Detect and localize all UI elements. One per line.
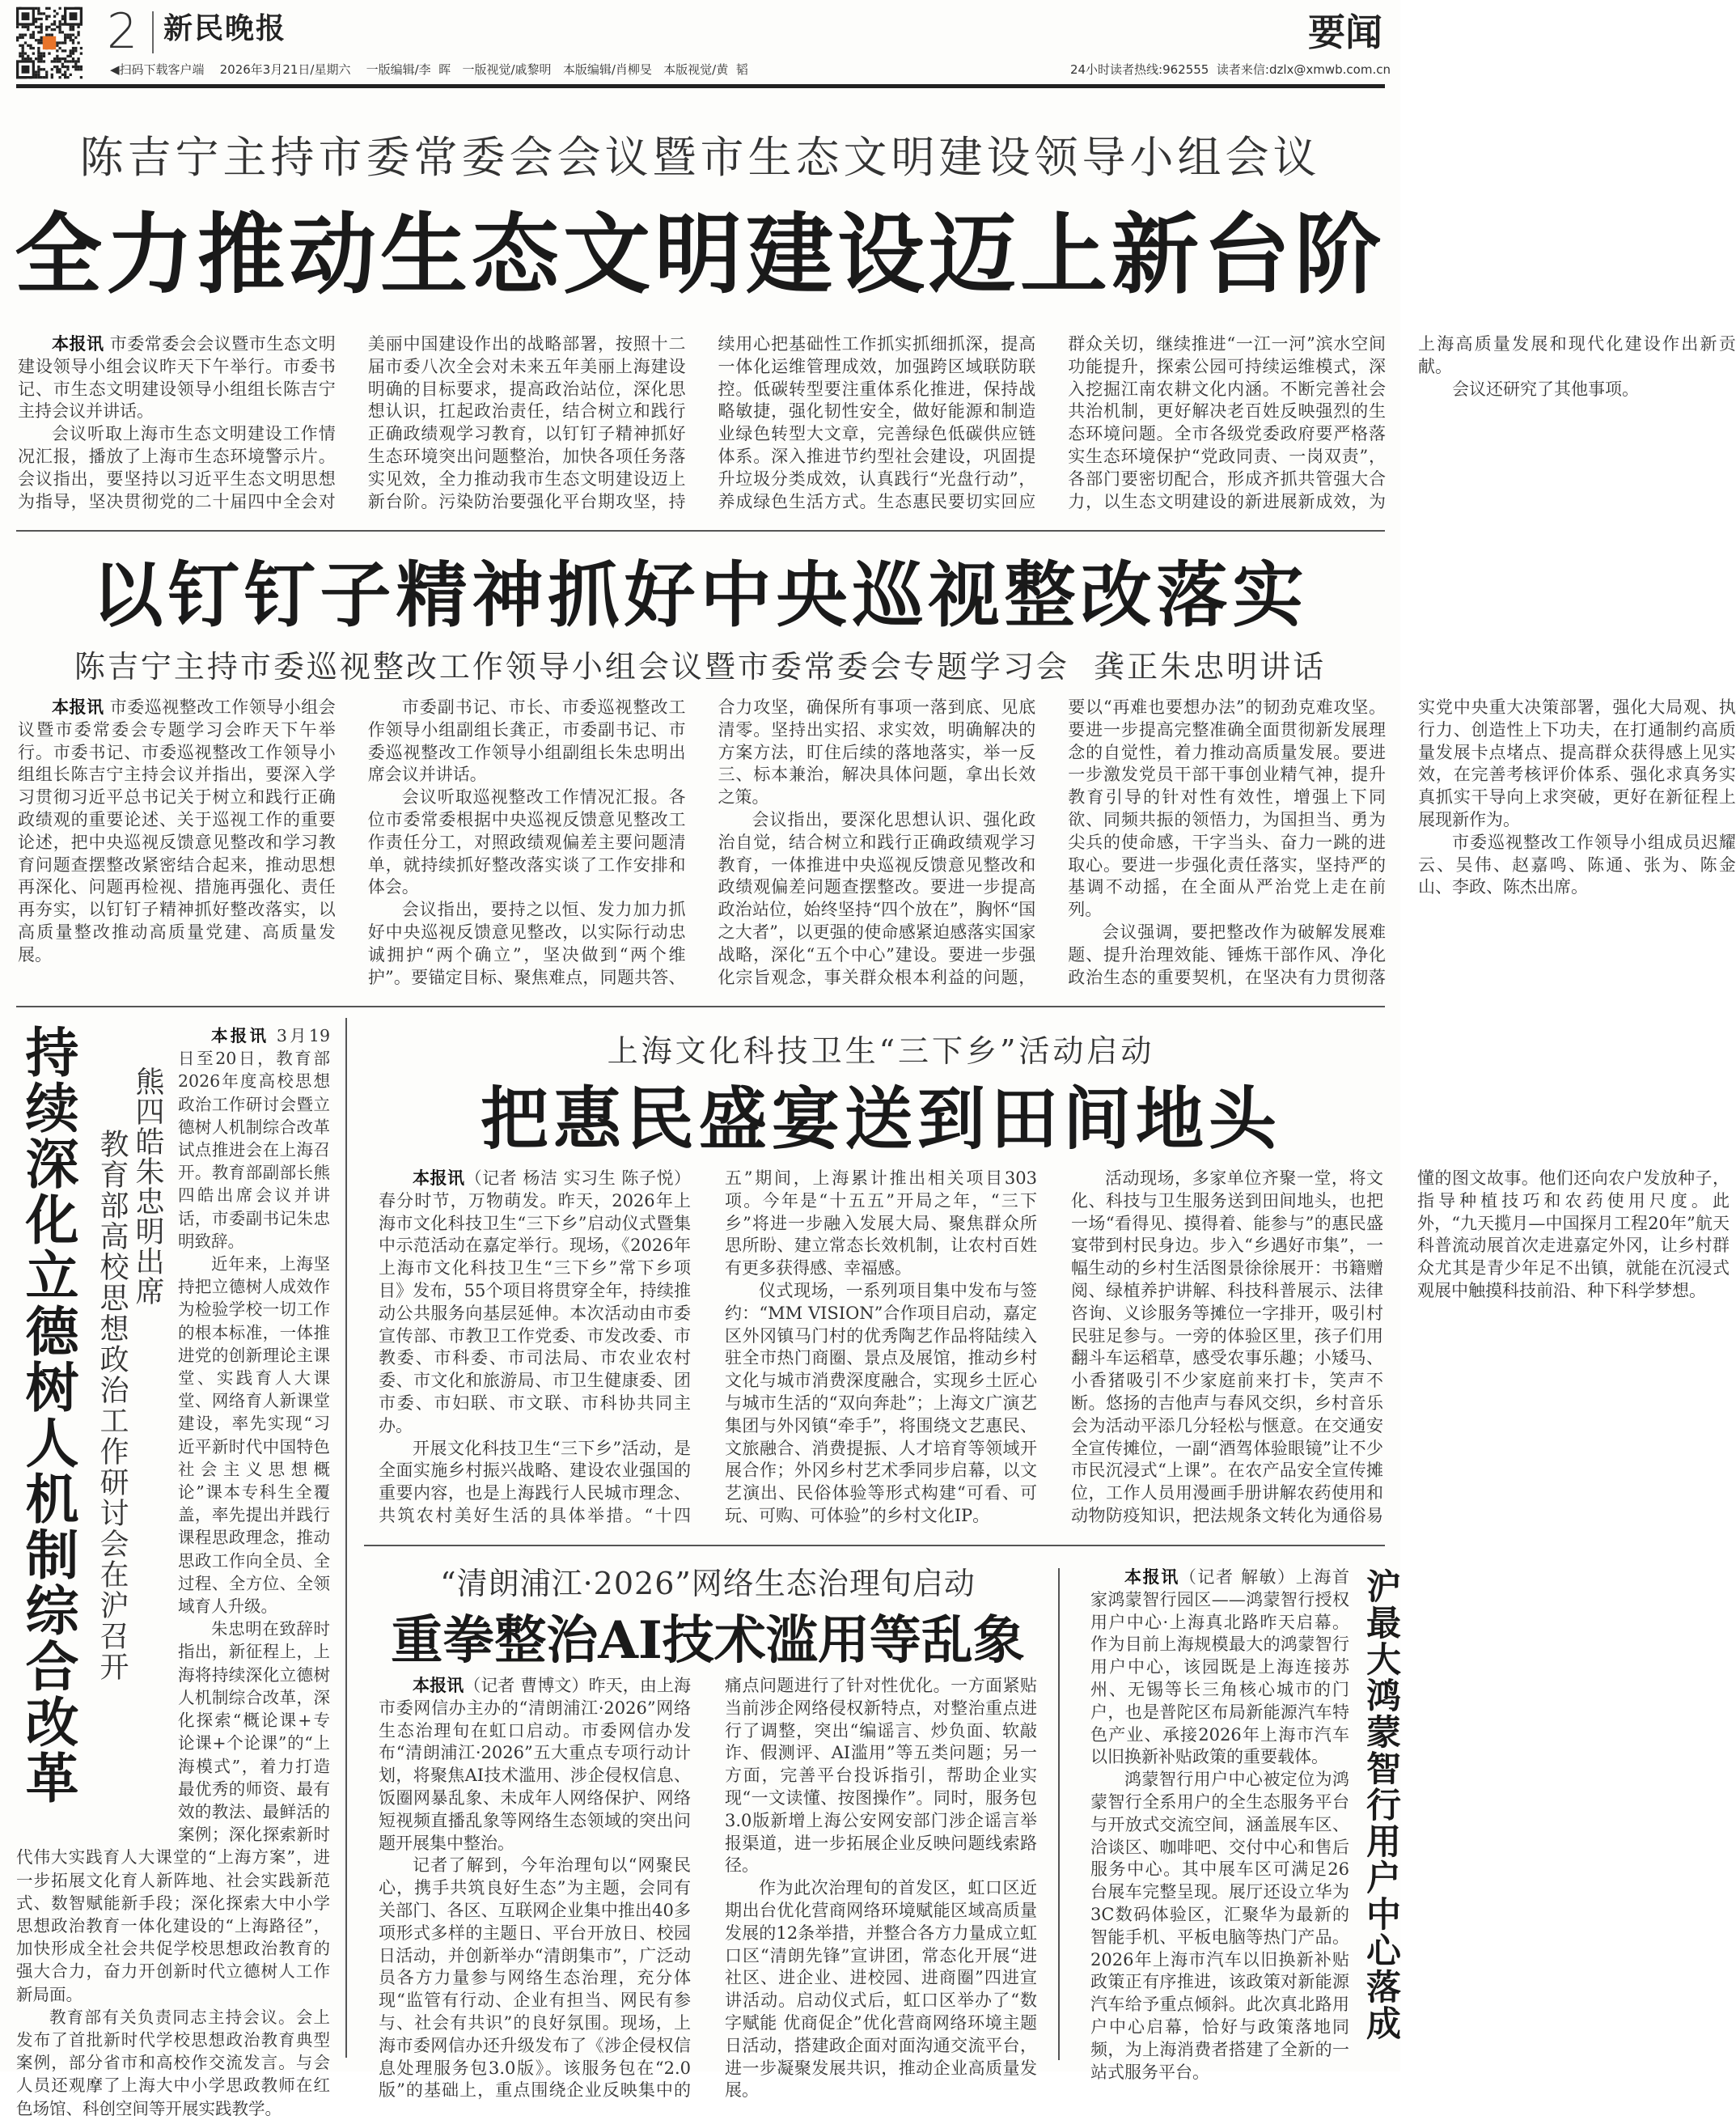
qr-module [37, 26, 40, 28]
qr-module [35, 7, 37, 10]
qr-module [16, 39, 19, 41]
qr-module [53, 66, 56, 68]
qr-module [66, 60, 69, 62]
qr-module [66, 66, 69, 68]
dateline-label: 本报讯 [1124, 1567, 1179, 1587]
byline: （记者 杨洁 实习生 陈子悦） [464, 1168, 692, 1188]
qr-module [40, 52, 43, 54]
qr-module [32, 31, 35, 33]
reader-email[interactable]: 读者来信:dzlx@xmwb.com.cn [1216, 62, 1391, 77]
qr-module [29, 34, 32, 36]
qr-module [22, 55, 24, 57]
qr-module [72, 34, 74, 36]
qr-module [56, 26, 58, 28]
qr-module [61, 23, 64, 25]
qr-module [77, 66, 79, 68]
qr-module [74, 49, 77, 52]
qr-module [48, 34, 50, 36]
qr-module [64, 74, 66, 76]
qr-module [19, 36, 21, 39]
qr-module [58, 47, 61, 49]
qr-module [40, 41, 43, 44]
qr-caption[interactable]: ◀扫码下载客户端 [110, 62, 205, 77]
paragraph [1090, 1769, 1349, 2084]
paragraph-text: 教育部有关负责同志主持会议。会上发布了首批新时代学校思想政治教育典型案例，部分省市和高校作交流发言。与会人员还观摩了上海大中小学思政教师在红色场馆、科创空间等开展实践教学。 [16, 2007, 330, 2118]
qr-module [37, 60, 40, 62]
qr-module [51, 76, 53, 78]
qr-module [24, 34, 27, 36]
qr-module [77, 60, 79, 62]
qr-module [37, 70, 40, 73]
qr-module [40, 23, 43, 25]
qr-module [56, 57, 58, 60]
article-kicker: 陈吉宁主持市委巡视整改工作领导小组会议暨市委常委会专题学习会 龚正朱忠明讲话 [74, 649, 1327, 685]
masthead-info [110, 61, 748, 78]
qr-module [32, 34, 35, 36]
qr-module [70, 52, 72, 54]
dateline-label: 本报讯 [413, 1168, 465, 1188]
masthead-rule [16, 84, 1385, 88]
editors-credit: 一版编辑/李 晖 一版视觉/戚黎明 本版编辑/肖柳旻 本版视觉/黄 韬 [366, 62, 748, 77]
qr-module [43, 55, 45, 57]
qr-module [61, 74, 64, 76]
qr-module [61, 63, 64, 66]
qr-module [37, 39, 40, 41]
qr-module [40, 39, 43, 41]
byline: （记者 曹博文） [464, 1676, 589, 1695]
qr-module [32, 52, 35, 54]
qr-module [72, 28, 74, 31]
qr-module [70, 36, 72, 39]
qr-module [35, 18, 37, 20]
qr-module [48, 15, 50, 18]
qr-module [29, 36, 32, 39]
qr-module [72, 60, 74, 62]
qr-module [72, 39, 74, 41]
paragraph-text: 开展文化科技卫生“三下乡”活动，是全面实施乡村振兴战略、建设农业强国的重要内容，也是上海践行人民城市理念、共筑农村美好生活的具体举措。“十四五”期间，上海累计推出相关项目303项。今年是“十五五”开局之年，“三下乡”将进一步融入发展大局、聚焦群众所思所盼、建立常态长效机制，让农村百姓有更多获得感、幸福感。 [379, 1168, 1037, 1525]
qr-module [77, 34, 79, 36]
qr-module [37, 31, 40, 33]
qr-module [45, 70, 48, 73]
qr-module [22, 26, 24, 28]
qr-module [29, 57, 32, 60]
qr-module [64, 41, 66, 44]
qr-module [72, 49, 74, 52]
qr-module [56, 49, 58, 52]
paragraph-text: 市委常委会会议暨市生态文明建设领导小组会议昨天下午举行。市委书记、市生态文明建设领导小组组长陈吉宁主持会议并讲话。 [18, 334, 336, 422]
qr-module [43, 76, 45, 78]
qr-module [37, 12, 40, 15]
qr-module [22, 49, 24, 52]
qr-module [58, 68, 61, 70]
qr-module [45, 74, 48, 76]
qr-module [77, 57, 79, 60]
paragraph [16, 2006, 330, 2120]
article-kicker: 上海文化科技卫生“三下乡”活动启动 [607, 1033, 1155, 1069]
qr-module [66, 36, 69, 39]
qr-module [58, 7, 61, 10]
qr-module [66, 55, 69, 57]
qr-module [61, 31, 64, 33]
article-body [1090, 1567, 1349, 2084]
paragraph-text: 3月19日至20日，教育部2026年度高校思想政治工作研讨会暨立德树人机制综合改革试点推进会在上海召开。教育部副部长熊四皓出席会议并讲话，市委副书记朱忠明致辞。 [178, 1026, 330, 1251]
qr-module [56, 12, 58, 15]
qr-module [27, 55, 29, 57]
paragraph [1090, 1567, 1349, 1769]
issue-date: 2026年3月21日/星期六 [219, 62, 351, 77]
qr-module [27, 45, 29, 47]
qr-module [64, 60, 66, 62]
article-kicker: “清朗浦江·2026”网络生态治理旬启动 [440, 1566, 976, 1601]
qr-module [32, 47, 35, 49]
article-body [16, 1024, 330, 2120]
qr-module [64, 39, 66, 41]
qr-module [66, 68, 69, 70]
paragraph [725, 1280, 1037, 1528]
paragraph [1071, 1168, 1730, 1530]
paragraph-text: 会议还研究了其他事项。 [1452, 379, 1639, 399]
reader-hotline: 24小时读者热线:962555 [1069, 62, 1209, 77]
qr-module [61, 66, 64, 68]
qr-module [70, 34, 72, 36]
qr-module [61, 57, 64, 60]
qr-module [19, 55, 21, 57]
qr-module [74, 63, 77, 66]
qr-module [40, 36, 43, 39]
qr-module [64, 49, 66, 52]
qr-module [51, 74, 53, 76]
qr-module [70, 55, 72, 57]
qr-module [40, 60, 43, 62]
paragraph [18, 333, 336, 423]
dateline-label: 本报讯 [52, 334, 104, 354]
qr-module [22, 36, 24, 39]
qr-module [35, 74, 37, 76]
qr-module [45, 7, 48, 10]
qr-module [58, 41, 61, 44]
qr-module [27, 57, 29, 60]
qr-module [40, 28, 43, 31]
qr-module [43, 60, 45, 62]
dateline-label: 本报讯 [413, 1676, 464, 1695]
qr-module [35, 26, 37, 28]
qr-finder [70, 12, 78, 20]
qr-module [77, 31, 79, 33]
qr-module [37, 68, 40, 70]
qr-module [37, 49, 40, 52]
qr-module [37, 10, 40, 12]
qr-module [53, 23, 56, 25]
qr-module [51, 60, 53, 62]
qr-module [32, 36, 35, 39]
qr-finder [22, 12, 30, 20]
qr-module [58, 28, 61, 31]
qr-module [70, 39, 72, 41]
paragraph-text: 鸿蒙智行用户中心被定位为鸿蒙智行全系用户的全生态服务平台与开放式交流空间，涵盖展车区、洽谈区、咖啡吧、交付中心和售后服务中心。其中展车区可满足26台展车完整呈现。展厅还设立华为3C数码体验区，汇聚华为最新的智能手机、平板电脑等热门产品。2026年上海市汽车以旧换新补贴政策正有序推进，该政策对新能源汽车给予重点倾斜。此次真北路用户中心启幕，恰好与政策落地同频，为上海消费者搭建了全新的一站式服务平台。 [1090, 1770, 1349, 2082]
qr-module [70, 60, 72, 62]
article-headline[interactable]: 沪最大鸿蒙智行用户中心落成 [1361, 1568, 1401, 2042]
qr-module [72, 41, 74, 44]
qr-module [56, 45, 58, 47]
qr-module [37, 74, 40, 76]
qr-module [51, 34, 53, 36]
qr-module [37, 18, 40, 20]
qr-module [51, 28, 53, 31]
qr-module [58, 76, 61, 78]
qr-module [40, 12, 43, 15]
section-rule [16, 1006, 1385, 1007]
article-kicker: 陈吉宁主持市委常委会会议暨市生态文明建设领导小组会议 [79, 132, 1321, 183]
section-rule [364, 1545, 1385, 1546]
qr-module [45, 76, 48, 78]
paragraph-text: 仪式现场，一系列项目集中发布与签约：“MM VISION”合作项目启动，嘉定区外冈镇马门村的优秀陶艺作品将陆续入驻全市热门商圈、景点及展馆，推动乡村文化与城市消费深度融合，实现乡土匠心与城市生活的“双向奔赴”；上海文广演艺集团与外冈镇“牵手”，将围绕文艺惠民、文旅融合、消费提振、人才培育等领域开展合作；外冈乡村艺术季同步启幕，以文艺演出、民俗体验等形式构建“可看、可玩、可购、可体验”的乡村文化IP。 [725, 1280, 1037, 1525]
paragraph [379, 1675, 691, 1855]
qr-module [40, 57, 43, 60]
paragraph [368, 787, 686, 899]
qr-module [64, 76, 66, 78]
paragraph-text: 上海首家鸿蒙智行园区——鸿蒙智行授权用户中心·上海真北路昨天启幕。作为目前上海规模最大的鸿蒙智行用户中心，该园既是上海连接苏州、无锡等长三角核心城市的门户，也是普陀区布局新能源汽车特色产业、承接2026年上海市汽车以旧换新补贴政策的重要载体。 [1090, 1567, 1349, 1767]
qr-module [37, 55, 40, 57]
qr-module [37, 66, 40, 68]
qr-module [53, 60, 56, 62]
paragraph [18, 697, 336, 967]
qr-module [22, 52, 24, 54]
qr-module [48, 26, 50, 28]
paragraph-text: 春分时节，万物萌发。昨天，2026年上海市文化科技卫生“三下乡”启动仪式暨集中示范活动在嘉定举行。现场，《2026年上海市文化科技卫生“三下乡”常下乡项目》发布，55个项目将贯穿全年，持续推动公共服务向基层延伸。本次活动由市委宣传部、市教卫工作党委、市发改委、市教委、市科委、市司法局、市农业农村委、市文化和旅游局、市卫生健康委、团市委、市妇联、市文联、市科协共同主办。 [379, 1190, 691, 1435]
qr-module [53, 57, 56, 60]
paragraph-text: 会议听取巡视整改工作情况汇报。各位市委常委根据中央巡视反馈意见整改工作责任分工，对照政绩观偏差主要问题清单，就持续抓好整改落实谈了工作安排和体会。 [367, 787, 686, 897]
qr-module [48, 7, 50, 10]
qr-module [64, 36, 66, 39]
qr-module [40, 18, 43, 20]
qr-module [40, 68, 43, 70]
qr-module [58, 60, 61, 62]
qr-module [77, 26, 79, 28]
qr-module [72, 66, 74, 68]
paragraph-text: 昨天，由上海市委网信办主办的“清朗浦江·2026”网络生态治理旬在虹口启动。市委网信办发布“清朗浦江·2026”五大重点专项行动计划，将聚焦AI技术滥用、涉企侵权信息、饭圈网暴乱象、未成年人网络保护、网络短视频直播乱象等网络生态领域的突出问题开展集中整治。 [379, 1676, 692, 1853]
qr-module [61, 49, 64, 52]
paragraph-text: 近年来，上海坚持把立德树人成效作为检验学校一切工作的根本标准，一体推进党的创新理论主课堂、实践育人大课堂、网络育人新课堂建设，率先实现“习近平新时代中国特色社会主义思想概论”课本专科生全覆盖，率先提出并践行课程思政理念，推动思政工作向全员、全过程、全方位、全领域育人升级。 [178, 1254, 330, 1617]
paragraph [1418, 832, 1736, 899]
qr-module [53, 20, 56, 23]
qr-module [58, 31, 61, 33]
qr-module [37, 52, 40, 54]
qr-module [74, 60, 77, 62]
qr-module [40, 31, 43, 33]
qr-module [77, 68, 79, 70]
qr-module [53, 15, 56, 18]
qr-module [72, 57, 74, 60]
qr-module [66, 34, 69, 36]
paragraph-text: 会议强调，要把整改作为破解发展难题、提升治理效能、锤炼干部作风、净化政治生态的重要契机，在坚决有力贯彻落实党中央重大决策部署，强化大局观、执行力、创造性上下功夫，在打通制约高质量发展卡点堵点、提高群众获得感上见实效，在完善考核评价体系、强化求真务实真抓实干导向上求突破，更好在新征程上展现新作为。 [1068, 697, 1736, 987]
qr-module [64, 57, 66, 60]
qr-module [61, 18, 64, 20]
paragraph [725, 1877, 1037, 2102]
qr-module [19, 45, 21, 47]
paragraph-text: 记者了解到，今年治理旬以“网聚民心，携手共筑良好生态”为主题，会同有关部门、各区、互联网企业集中推出40多项形式多样的主题日、平台开放日、校园日活动，并创新举办“清朗集市”，广泛动员各方力量参与网络生态治理，充分体现“监管有行动、企业有担当、网民有参与、社会有共识”的良好氛围。现场，上海市委网信办还升级发布了《涉企侵权信息处理服务包3.0版》。该服务包在“2.0版”的基础上，重点围绕企业反映集中的痛点问题进行了针对性优化。一方面紧贴当前涉企网络侵权新特点，对整治重点进行了调整，突出“编谣言、炒负面、软敲诈、假测评、AI滥用”等五类问题；另一方面，完善平台投诉指引，帮助企业实现“一文读懂、按图操作”。同时，服务包3.0版新增上海公安网安部门涉企谣言举报渠道，进一步拓展企业反映问题线索路径。 [379, 1676, 1037, 2101]
masthead-divider [152, 11, 154, 53]
qr-module [27, 28, 29, 31]
paragraph-text: 会议指出，要持之以恒、发力加力抓好中央巡视反馈意见整改，以实际行动忠诚拥护“两个确立”，坚决做到“两个维护”。要锚定目标、聚焦难点，同题共答、合力攻坚，确保所有事项一落到底、见底清零。坚持出实招、求实效，明确解决的方案方法，盯住后续的落地落实，举一反三、标本兼治，解决具体问题，拿出长效之策。 [367, 697, 1036, 987]
paragraph-text: 会议听取上海市生态文明建设工作情况汇报，播放了上海市生态环境警示片。会议指出，要坚持以习近平生态文明思想为指导，坚决贯彻党的二十届四中全会对美丽中国建设作出的战略部署，按照十二届市委八次全会对未来五年美丽上海建设明确的目标要求，提高政治站位，深化思想认识，扛起政治责任，结合树立和践行正确政绩观学习教育，以钉钉子精神抓好生态环境突出问题整治，加快各项任务落实见效，全力推动我市生态文明建设迈上新台阶。污染防治要强化平台期攻坚，持续用心把基础性工作抓实抓细抓深，提高一体化运维管理成效，加强跨区域联防联控。低碳转型要注重体系化推进，保持战略敏捷，强化韧性安全，做好能源和制造业绿色转型大文章，完善绿色低碳供应链体系。深入推进节约型社会建设，巩固提升垃圾分类成效，认真践行“光盘行动”，养成绿色生活方式。生态惠民要切实回应群众关切，继续推进“一江一河”滨水空间功能提升，探索公园可持续运维模式，深入挖掘江南农耕文化内涵。不断完善社会共治机制，更好解决老百姓反映强烈的生态环境问题。全市各级党委政府要严格落实生态环境保护“党政同责、一岗双责”，各部门要密切配合，形成齐抓共管强大合力，以生态文明建设的新进展新成效，为上海高质量发展和现代化建设作出新贡献。 [18, 334, 1736, 511]
qr-module [64, 34, 66, 36]
page-number: 2 [107, 3, 138, 60]
qr-module [43, 68, 45, 70]
qr-module [70, 26, 72, 28]
qr-module [56, 60, 58, 62]
dateline-label: 本报讯 [52, 697, 104, 717]
qr-module [58, 23, 61, 25]
paragraph-text: 朱忠明在致辞时指出，新征程上，上海将持续深化立德树人机制综合改革，深化探索“概论课+专论课+个论课”的“上海模式”，着力打造最优秀的师资、最有效的教法、最鲜活的案例；深化探索新时代伟大实践育人大课堂的“上海方案”，进一步拓展文化育人新阵地、社会实践新范式、数智赋能新手段；深化探索大中小学思想政治教育一体化建设的“上海路径”，加快形成全社会共促学校思想政治教育的强大合力，奋力开创新时代立德树人工作新局面。 [16, 1619, 330, 2004]
paragraph-text: 市委巡视整改工作领导小组会议暨市委常委会专题学习会昨天下午举行。市委书记、市委巡视整改工作领导小组组长陈吉宁主持会议并指出，要深入学习贯彻习近平总书记关于树立和践行正确政绩观的重要论述、关于巡视工作的重要论述，把中央巡视反馈意见整改和学习教育问题查摆整改紧密结合起来，推动思想再深化、问题再检视、措施再强化、责任再夯实，以钉钉子精神抓好整改落实，以高质量整改推动高质量党建、高质量发展。 [18, 697, 336, 965]
qr-module [80, 66, 83, 68]
qr-module [77, 41, 79, 44]
qr-module [64, 70, 66, 73]
qr-module [35, 76, 37, 78]
byline: （记者 解敏） [1179, 1567, 1296, 1587]
qr-module [74, 66, 77, 68]
qr-module [35, 57, 37, 60]
article-kicker: 教育部高校思想政治工作研讨会在沪召开 [95, 1129, 129, 1682]
qr-code-icon[interactable] [16, 6, 83, 79]
qr-module [80, 76, 83, 78]
qr-module [37, 41, 40, 44]
qr-module [53, 28, 56, 31]
qr-module [58, 57, 61, 60]
qr-module [56, 55, 58, 57]
qr-module [66, 76, 69, 78]
qr-module [80, 47, 83, 49]
article-headline[interactable]: 持续深化立德树人机制综合改革 [16, 1024, 79, 1806]
column-divider [1058, 1568, 1060, 2060]
article-body [379, 1675, 1037, 2102]
qr-module [16, 26, 19, 28]
qr-module [48, 52, 50, 54]
reader-contact [1070, 61, 1391, 78]
column-divider [345, 1018, 347, 2058]
section-rule [16, 530, 1385, 532]
article-body [18, 697, 1736, 991]
qr-module [27, 26, 29, 28]
qr-module [74, 68, 77, 70]
qr-module [61, 15, 64, 18]
qr-module [64, 66, 66, 68]
qr-module [35, 70, 37, 73]
qr-module [45, 34, 48, 36]
qr-module [37, 76, 40, 78]
qr-module [45, 28, 48, 31]
title-spacer [16, 1024, 178, 1830]
section-name: 要闻 [1308, 11, 1382, 54]
qr-module [58, 20, 61, 23]
qr-logo [43, 36, 56, 49]
qr-module [40, 76, 43, 78]
paragraph [379, 1168, 691, 1438]
qr-module [45, 18, 48, 20]
article-body [379, 1168, 1730, 1530]
qr-module [72, 47, 74, 49]
qr-module [56, 68, 58, 70]
qr-module [56, 41, 58, 44]
qr-module [16, 36, 19, 39]
qr-module [56, 70, 58, 73]
article-paragraphs [379, 1675, 1037, 2102]
qr-module [80, 52, 83, 54]
qr-module [61, 41, 64, 44]
qr-module [22, 34, 24, 36]
qr-module [53, 10, 56, 12]
qr-finder [22, 66, 30, 74]
qr-module [22, 47, 24, 49]
qr-module [24, 41, 27, 44]
qr-module [51, 23, 53, 25]
qr-module [40, 26, 43, 28]
qr-module [74, 36, 77, 39]
qr-module [24, 57, 27, 60]
qr-module [37, 47, 40, 49]
article-kicker-secondary: 熊四皓朱忠明出席 [131, 1066, 164, 1306]
dateline-label: 本报讯 [211, 1026, 269, 1045]
qr-module [58, 70, 61, 73]
qr-module [45, 15, 48, 18]
paragraph-text: 活动现场，多家单位齐聚一堂，将文化、科技与卫生服务送到田间地头，也把一场“看得见、摸得着、能参与”的惠民盛宴带到村民身边。步入“乡遇好市集”，一幅生动的乡村生活图景徐徐展开：书籍赠阅、绿植养护讲解、科技科普展示、法律咨询、义诊服务等摊位一字排开，吸引村民驻足参与。一旁的体验区里，孩子们用翻斗车运稻草，感受农事乐趣；小矮马、小香猪吸引不少家庭前来打卡，笑声不断。悠扬的吉他声与春风交织，乡村音乐会为活动平添几分轻松与惬意。在交通安全宣传摊位，一副“酒驾体验眼镜”让不少市民沉浸式“上课”。在农产品安全宣传摊位，工作人员用漫画手册讲解农药使用和动物防疫知识，把法规条文转化为通俗易懂的图文故事。他们还向农户发放种子，指导种植技巧和农药使用尺度。此外，“九天揽月—中国探月工程20年”航天科普流动展首次走进嘉定外冈，让乡村群众尤其是青少年足不出镇，就能在沉浸式观展中触摸科技前沿、种下科学梦想。 [1071, 1168, 1730, 1525]
qr-module [24, 52, 27, 54]
qr-module [43, 52, 45, 54]
article-headline[interactable]: 以钉钉子精神抓好中央巡视整改落实 [91, 553, 1309, 637]
qr-module [35, 39, 37, 41]
paragraph-text: 市委巡视整改工作领导小组成员迟耀云、吴伟、赵嘉鸣、陈通、张为、陈金山、李政、陈杰出席。 [1418, 832, 1736, 897]
qr-module [24, 26, 27, 28]
article-body [18, 333, 1736, 516]
paragraph-text: 市委副书记、市长、市委巡视整改工作领导小组副组长龚正，市委副书记、市委巡视整改工作领导小组副组长朱忠明出席会议并讲话。 [367, 697, 686, 785]
qr-module [37, 57, 40, 60]
qr-module [72, 52, 74, 54]
qr-module [37, 7, 40, 10]
qr-module [40, 55, 43, 57]
qr-module [70, 49, 72, 52]
qr-module [58, 26, 61, 28]
article-headline[interactable]: 重拳整治AI技术滥用等乱象 [391, 1610, 1025, 1671]
qr-module [29, 47, 32, 49]
qr-module [43, 12, 45, 15]
qr-module [70, 74, 72, 76]
qr-module [19, 52, 21, 54]
qr-module [45, 26, 48, 28]
qr-module [19, 34, 21, 36]
paragraph [1418, 379, 1736, 401]
qr-module [80, 68, 83, 70]
qr-module [74, 47, 77, 49]
qr-module [56, 66, 58, 68]
qr-module [22, 57, 24, 60]
paragraph [368, 697, 686, 787]
qr-module [35, 20, 37, 23]
qr-module [72, 26, 74, 28]
qr-module [29, 45, 32, 47]
qr-module [51, 68, 53, 70]
qr-module [70, 28, 72, 31]
paragraph-text: 作为此次治理旬的首发区，虹口区近期出台优化营商网络环境赋能区域高质量发展的12条举措，并整合各方力量成立虹口区“清朗先锋”宣讲团，常态化开展“进社区、进企业、进校园、进商圈”四进宣讲活动。启动仪式后，虹口区举办了“数字赋能 优商促企”优化营商网络环境主题日活动，搭建政企面对面沟通交流平台，进一步凝聚发展共识，推动企业高质量发展。 [725, 1878, 1037, 2101]
article-headline[interactable]: 把惠民盛宴送到田间地头 [480, 1079, 1281, 1159]
paragraph-text: 会议指出，要深化思想认识、强化政治自觉，结合树立和践行正确政绩观学习教育，一体推进中央巡视反馈意见整改和政绩观偏差问题查摆整改。要进一步提高政治站位，始终坚持“四个放在”，胸怀“国之大者”，以更强的使命感紧迫感落实国家战略，深化“五个中心”建设。要进一步强化宗旨观念，事关群众根本利益的问题，要以“再难也要想办法”的韧劲克难攻坚。要进一步提高完整准确全面贯彻新发展理念的自觉性，着力推动高质量发展。要进一步激发党员干部干事创业精气神，提升教育引导的针对性有效性，增强上下同欲、同频共振的领悟力，为国担当、勇为尖兵的使命感，干字当头、奋力一跳的进取心。要进一步强化责任落实，坚持严的基调不动摇，在全面从严治党上走在前列。 [718, 697, 1386, 987]
article-headline[interactable]: 全力推动生态文明建设迈上新台阶 [14, 205, 1386, 306]
paper-name-logo: 新民晚报 [163, 12, 287, 45]
qr-module [22, 45, 24, 47]
